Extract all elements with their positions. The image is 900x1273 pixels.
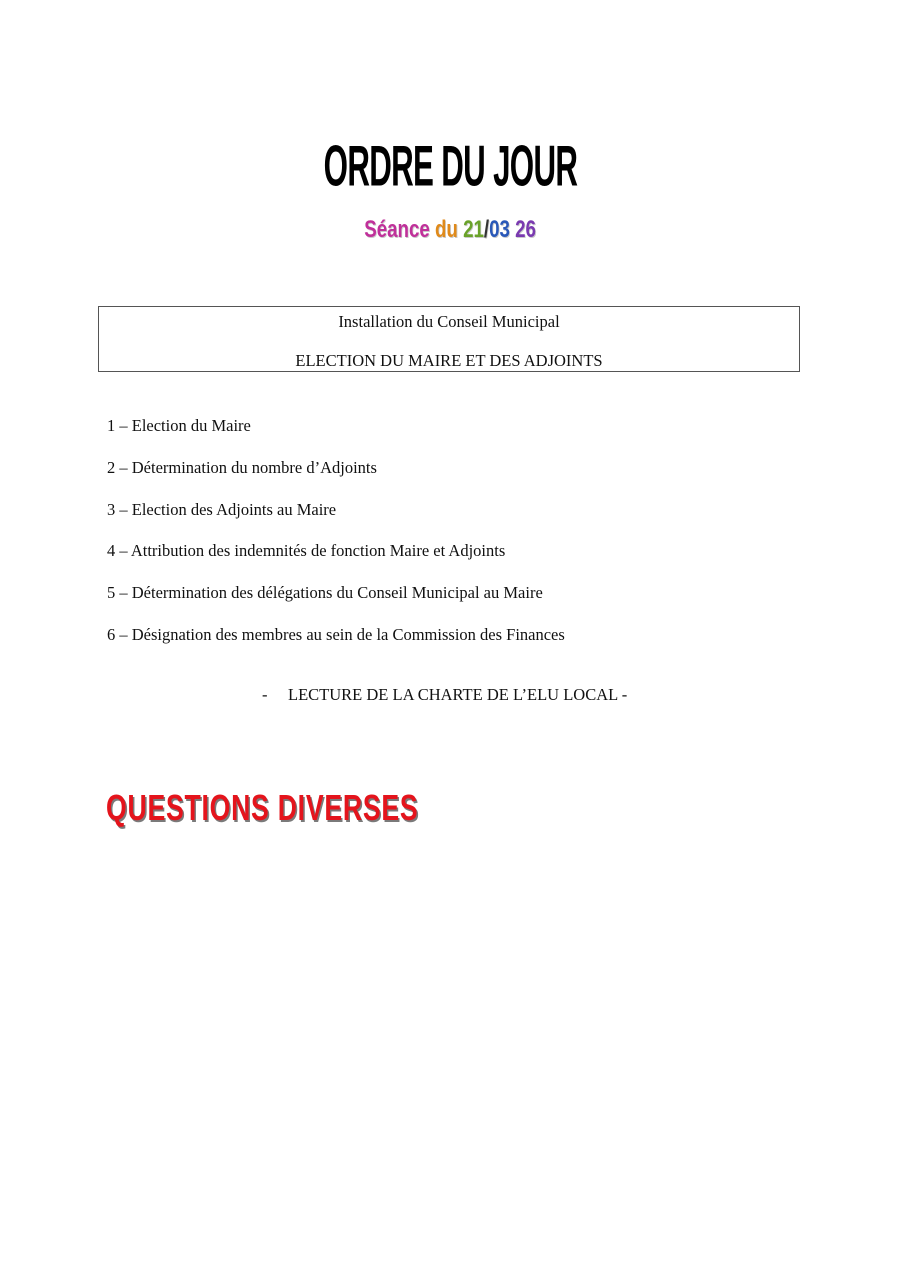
agenda-list bbox=[107, 414, 565, 665]
agenda-item: 2 – Détermination du nombre d’Adjoints bbox=[107, 457, 377, 477]
agenda-item: 5 – Détermination des délégations du Conseil Municipal au Maire bbox=[107, 583, 543, 603]
installation-box bbox=[98, 306, 800, 372]
questions-diverses-heading: QUESTIONS DIVERSES bbox=[106, 787, 419, 828]
subtitle-part-du: du bbox=[434, 216, 458, 243]
subtitle-part-year: 26 bbox=[515, 216, 536, 243]
charter-reading-line bbox=[262, 685, 627, 705]
election-heading: ELECTION DU MAIRE ET DES ADJOINTS bbox=[295, 351, 603, 370]
title-container bbox=[0, 128, 900, 200]
agenda-item: 1 – Election du Maire bbox=[107, 416, 251, 435]
agenda-item: 3 – Election des Adjoints au Maire bbox=[107, 499, 337, 519]
agenda-item: 4 – Attribution des indemnités de fonction Maire et Adjoints bbox=[107, 541, 506, 561]
subtitle-part-slash: / bbox=[483, 216, 490, 243]
charter-reading-text: LECTURE DE LA CHARTE DE L’ELU LOCAL - bbox=[288, 685, 628, 704]
subtitle-part-month: 03 bbox=[489, 216, 510, 243]
subtitle-part-seance: Séance bbox=[364, 216, 430, 243]
session-date-subtitle bbox=[364, 215, 536, 245]
charter-dash: - bbox=[262, 685, 268, 704]
agenda-item: 6 – Désignation des membres au sein de la Commission des Finances bbox=[107, 624, 565, 644]
subtitle-part-day: 21 bbox=[462, 216, 484, 243]
subtitle-container bbox=[0, 215, 900, 249]
installation-heading: Installation du Conseil Municipal bbox=[338, 312, 560, 331]
page-title: ORDRE DU JOUR bbox=[323, 133, 577, 198]
